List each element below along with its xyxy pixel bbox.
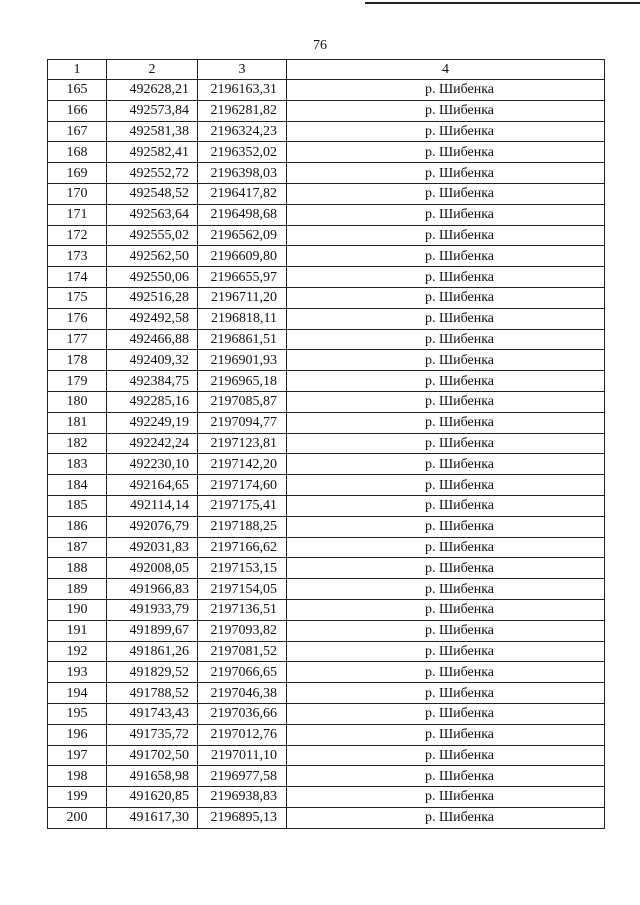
location-cell: р. Шибенка	[287, 371, 605, 392]
point-number-cell: 196	[48, 724, 107, 745]
x-coordinate-cell: 492008,05	[107, 558, 198, 579]
y-coordinate-cell: 2197066,65	[198, 662, 287, 683]
table-row	[48, 163, 605, 184]
x-coordinate-cell: 491829,52	[107, 662, 198, 683]
location-cell: р. Шибенка	[287, 599, 605, 620]
header-cell-2: 2	[107, 60, 198, 80]
x-coordinate-cell: 492555,02	[107, 225, 198, 246]
x-coordinate-cell: 491735,72	[107, 724, 198, 745]
table-row	[48, 683, 605, 704]
y-coordinate-cell: 2196398,03	[198, 163, 287, 184]
x-coordinate-cell: 492285,16	[107, 391, 198, 412]
location-cell: р. Шибенка	[287, 787, 605, 808]
y-coordinate-cell: 2196901,93	[198, 350, 287, 371]
y-coordinate-cell: 2196163,31	[198, 80, 287, 101]
location-cell: р. Шибенка	[287, 163, 605, 184]
location-cell: р. Шибенка	[287, 329, 605, 350]
location-cell: р. Шибенка	[287, 495, 605, 516]
y-coordinate-cell: 2196965,18	[198, 371, 287, 392]
table-row	[48, 391, 605, 412]
location-cell: р. Шибенка	[287, 454, 605, 475]
table-row	[48, 579, 605, 600]
location-cell: р. Шибенка	[287, 391, 605, 412]
location-cell: р. Шибенка	[287, 204, 605, 225]
x-coordinate-cell: 491788,52	[107, 683, 198, 704]
y-coordinate-cell: 2196281,82	[198, 100, 287, 121]
point-number-cell: 189	[48, 579, 107, 600]
point-number-cell: 174	[48, 267, 107, 288]
x-coordinate-cell: 491899,67	[107, 620, 198, 641]
point-number-cell: 193	[48, 662, 107, 683]
x-coordinate-cell: 492409,32	[107, 350, 198, 371]
table-row	[48, 454, 605, 475]
y-coordinate-cell: 2197153,15	[198, 558, 287, 579]
table-row	[48, 267, 605, 288]
y-coordinate-cell: 2196498,68	[198, 204, 287, 225]
table-row	[48, 537, 605, 558]
table-row	[48, 80, 605, 101]
x-coordinate-cell: 492552,72	[107, 163, 198, 184]
point-number-cell: 177	[48, 329, 107, 350]
y-coordinate-cell: 2197166,62	[198, 537, 287, 558]
top-rule	[365, 2, 640, 4]
table-row	[48, 412, 605, 433]
y-coordinate-cell: 2197012,76	[198, 724, 287, 745]
table-row	[48, 246, 605, 267]
point-number-cell: 194	[48, 683, 107, 704]
point-number-cell: 195	[48, 703, 107, 724]
point-number-cell: 179	[48, 371, 107, 392]
x-coordinate-cell: 492582,41	[107, 142, 198, 163]
point-number-cell: 171	[48, 204, 107, 225]
x-coordinate-cell: 492466,88	[107, 329, 198, 350]
location-cell: р. Шибенка	[287, 724, 605, 745]
location-cell: р. Шибенка	[287, 683, 605, 704]
location-cell: р. Шибенка	[287, 807, 605, 828]
table-row	[48, 724, 605, 745]
x-coordinate-cell: 492492,58	[107, 308, 198, 329]
x-coordinate-cell: 492548,52	[107, 183, 198, 204]
table-row	[48, 641, 605, 662]
table-row	[48, 787, 605, 808]
header-cell-3: 3	[198, 60, 287, 80]
table-row	[48, 807, 605, 828]
y-coordinate-cell: 2197081,52	[198, 641, 287, 662]
header-cell-4: 4	[287, 60, 605, 80]
location-cell: р. Шибенка	[287, 100, 605, 121]
y-coordinate-cell: 2197175,41	[198, 495, 287, 516]
y-coordinate-cell: 2196711,20	[198, 287, 287, 308]
point-number-cell: 170	[48, 183, 107, 204]
y-coordinate-cell: 2196324,23	[198, 121, 287, 142]
point-number-cell: 169	[48, 163, 107, 184]
location-cell: р. Шибенка	[287, 350, 605, 371]
table-row	[48, 225, 605, 246]
location-cell: р. Шибенка	[287, 267, 605, 288]
table-row	[48, 516, 605, 537]
location-cell: р. Шибенка	[287, 703, 605, 724]
location-cell: р. Шибенка	[287, 745, 605, 766]
x-coordinate-cell: 491620,85	[107, 787, 198, 808]
location-cell: р. Шибенка	[287, 246, 605, 267]
point-number-cell: 186	[48, 516, 107, 537]
table-row	[48, 599, 605, 620]
point-number-cell: 166	[48, 100, 107, 121]
x-coordinate-cell: 492114,14	[107, 495, 198, 516]
table-row	[48, 703, 605, 724]
point-number-cell: 180	[48, 391, 107, 412]
table-row	[48, 662, 605, 683]
table-row	[48, 495, 605, 516]
y-coordinate-cell: 2196655,97	[198, 267, 287, 288]
table-row	[48, 121, 605, 142]
table-row	[48, 308, 605, 329]
location-cell: р. Шибенка	[287, 308, 605, 329]
point-number-cell: 172	[48, 225, 107, 246]
table-row	[48, 287, 605, 308]
y-coordinate-cell: 2196352,02	[198, 142, 287, 163]
y-coordinate-cell: 2196861,51	[198, 329, 287, 350]
point-number-cell: 183	[48, 454, 107, 475]
x-coordinate-cell: 492573,84	[107, 100, 198, 121]
y-coordinate-cell: 2197046,38	[198, 683, 287, 704]
x-coordinate-cell: 491658,98	[107, 766, 198, 787]
x-coordinate-cell: 491861,26	[107, 641, 198, 662]
location-cell: р. Шибенка	[287, 80, 605, 101]
x-coordinate-cell: 492563,64	[107, 204, 198, 225]
point-number-cell: 181	[48, 412, 107, 433]
table-row	[48, 558, 605, 579]
point-number-cell: 165	[48, 80, 107, 101]
x-coordinate-cell: 492249,19	[107, 412, 198, 433]
point-number-cell: 200	[48, 807, 107, 828]
table-row	[48, 475, 605, 496]
point-number-cell: 185	[48, 495, 107, 516]
location-cell: р. Шибенка	[287, 641, 605, 662]
location-cell: р. Шибенка	[287, 662, 605, 683]
y-coordinate-cell: 2197142,20	[198, 454, 287, 475]
y-coordinate-cell: 2197093,82	[198, 620, 287, 641]
table-row	[48, 745, 605, 766]
location-cell: р. Шибенка	[287, 183, 605, 204]
table-row	[48, 142, 605, 163]
coordinates-table	[47, 59, 605, 829]
x-coordinate-cell: 492550,06	[107, 267, 198, 288]
location-cell: р. Шибенка	[287, 558, 605, 579]
location-cell: р. Шибенка	[287, 620, 605, 641]
point-number-cell: 167	[48, 121, 107, 142]
coordinates-table-body	[48, 60, 605, 829]
table-header-row	[48, 60, 605, 80]
y-coordinate-cell: 2197123,81	[198, 433, 287, 454]
point-number-cell: 191	[48, 620, 107, 641]
table-row	[48, 183, 605, 204]
table-row	[48, 329, 605, 350]
location-cell: р. Шибенка	[287, 579, 605, 600]
table-row	[48, 371, 605, 392]
location-cell: р. Шибенка	[287, 433, 605, 454]
table-row	[48, 433, 605, 454]
header-cell-1: 1	[48, 60, 107, 80]
x-coordinate-cell: 491966,83	[107, 579, 198, 600]
point-number-cell: 199	[48, 787, 107, 808]
y-coordinate-cell: 2197036,66	[198, 703, 287, 724]
point-number-cell: 175	[48, 287, 107, 308]
x-coordinate-cell: 492516,28	[107, 287, 198, 308]
y-coordinate-cell: 2196562,09	[198, 225, 287, 246]
x-coordinate-cell: 492164,65	[107, 475, 198, 496]
x-coordinate-cell: 492076,79	[107, 516, 198, 537]
point-number-cell: 188	[48, 558, 107, 579]
location-cell: р. Шибенка	[287, 537, 605, 558]
y-coordinate-cell: 2196977,58	[198, 766, 287, 787]
table-row	[48, 204, 605, 225]
x-coordinate-cell: 492628,21	[107, 80, 198, 101]
location-cell: р. Шибенка	[287, 142, 605, 163]
x-coordinate-cell: 491617,30	[107, 807, 198, 828]
location-cell: р. Шибенка	[287, 475, 605, 496]
point-number-cell: 178	[48, 350, 107, 371]
y-coordinate-cell: 2196818,11	[198, 308, 287, 329]
y-coordinate-cell: 2196417,82	[198, 183, 287, 204]
x-coordinate-cell: 492031,83	[107, 537, 198, 558]
point-number-cell: 198	[48, 766, 107, 787]
location-cell: р. Шибенка	[287, 225, 605, 246]
x-coordinate-cell: 491743,43	[107, 703, 198, 724]
table-row	[48, 100, 605, 121]
y-coordinate-cell: 2197085,87	[198, 391, 287, 412]
table-row	[48, 620, 605, 641]
point-number-cell: 187	[48, 537, 107, 558]
x-coordinate-cell: 492230,10	[107, 454, 198, 475]
table-row	[48, 350, 605, 371]
y-coordinate-cell: 2197011,10	[198, 745, 287, 766]
y-coordinate-cell: 2197094,77	[198, 412, 287, 433]
y-coordinate-cell: 2196895,13	[198, 807, 287, 828]
y-coordinate-cell: 2197154,05	[198, 579, 287, 600]
point-number-cell: 182	[48, 433, 107, 454]
y-coordinate-cell: 2196938,83	[198, 787, 287, 808]
table-row	[48, 766, 605, 787]
location-cell: р. Шибенка	[287, 766, 605, 787]
point-number-cell: 168	[48, 142, 107, 163]
location-cell: р. Шибенка	[287, 412, 605, 433]
x-coordinate-cell: 492384,75	[107, 371, 198, 392]
location-cell: р. Шибенка	[287, 287, 605, 308]
location-cell: р. Шибенка	[287, 121, 605, 142]
point-number-cell: 184	[48, 475, 107, 496]
x-coordinate-cell: 491933,79	[107, 599, 198, 620]
x-coordinate-cell: 492581,38	[107, 121, 198, 142]
point-number-cell: 173	[48, 246, 107, 267]
location-cell: р. Шибенка	[287, 516, 605, 537]
y-coordinate-cell: 2197174,60	[198, 475, 287, 496]
point-number-cell: 197	[48, 745, 107, 766]
x-coordinate-cell: 491702,50	[107, 745, 198, 766]
y-coordinate-cell: 2196609,80	[198, 246, 287, 267]
x-coordinate-cell: 492242,24	[107, 433, 198, 454]
point-number-cell: 176	[48, 308, 107, 329]
y-coordinate-cell: 2197188,25	[198, 516, 287, 537]
page-number: 76	[313, 38, 327, 53]
point-number-cell: 190	[48, 599, 107, 620]
y-coordinate-cell: 2197136,51	[198, 599, 287, 620]
x-coordinate-cell: 492562,50	[107, 246, 198, 267]
point-number-cell: 192	[48, 641, 107, 662]
